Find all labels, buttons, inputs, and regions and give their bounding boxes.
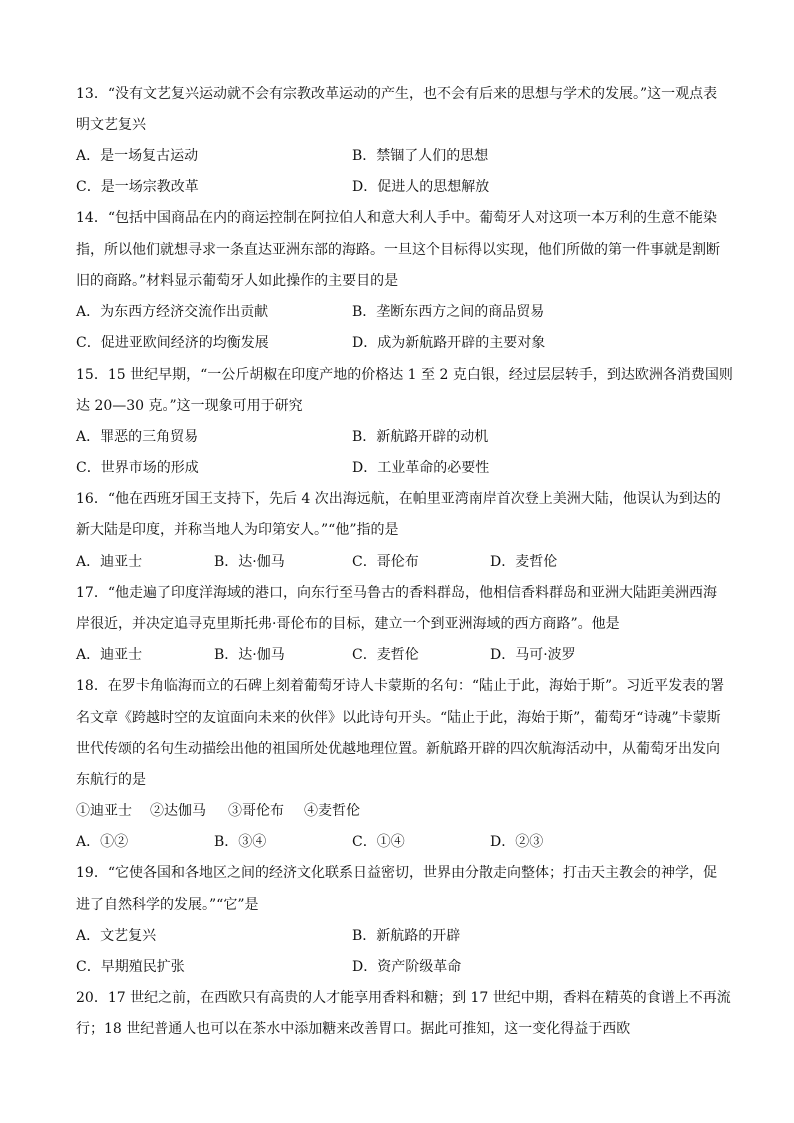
question-13-stem-line-1: 13．“没有文艺复兴运动就不会有宗教改革运动的产生，也不会有后来的思想与学术的发展。”这一观点表 <box>76 86 718 102</box>
question-16-option-c: C．哥伦布 <box>352 554 419 570</box>
question-17-option-a: A．迪亚士 <box>76 647 143 663</box>
question-16-option-a: A．迪亚士 <box>76 554 143 570</box>
question-15-option-d: D．工业革命的必要性 <box>352 460 490 476</box>
question-17-stem-line-1: 17．“他走遍了印度洋海域的港口，向东行至马鲁古的香料群岛，他相信香料群岛和亚洲大陆距美洲西海 <box>76 585 717 601</box>
question-17-option-d: D．马可·波罗 <box>490 647 576 663</box>
question-20-stem-line-1: 20．17 世纪之前，在西欧只有高贵的人才能享用香料和糖；到 17 世纪中期，香料在精英的食谱上不再流 <box>76 990 731 1006</box>
question-15-stem-line-1: 15．15 世纪早期，“一公斤胡椒在印度产地的价格达 1 至 2 克白银，经过层层转手，到达欧洲各消费国则 <box>76 367 733 383</box>
question-18-option-a: A．①② <box>76 834 129 850</box>
question-16-stem-line-2: 新大陆是印度，并称当地人为印第安人。”“他”指的是 <box>76 522 399 538</box>
question-13-option-b: B．禁锢了人们的思想 <box>352 148 489 164</box>
question-15-option-b: B．新航路开辟的动机 <box>352 429 489 445</box>
question-13-option-c: C．是一场宗教改革 <box>76 179 199 195</box>
question-14-option-c: C．促进亚欧间经济的均衡发展 <box>76 335 269 351</box>
question-13-option-a: A．是一场复古运动 <box>76 148 199 164</box>
question-18-stem-line-4: 东航行的是 <box>76 772 146 788</box>
question-18-statement-3: ③哥伦布 <box>228 803 284 819</box>
question-19-option-c: C．早期殖民扩张 <box>76 959 185 975</box>
question-14-stem-line-1: 14．“包括中国商品在内的商运控制在阿拉伯人和意大利人手中。葡萄牙人对这项一本万利的生意不能染 <box>76 210 717 226</box>
question-19-option-a: A．文艺复兴 <box>76 928 157 944</box>
question-13-option-d: D．促进人的思想解放 <box>352 179 490 195</box>
question-18-statement-1: ①迪亚士 <box>76 803 132 819</box>
question-13-stem-line-2: 明文艺复兴 <box>76 117 146 133</box>
question-16-option-b: B．达·伽马 <box>214 554 285 570</box>
question-18-stem-line-3: 世代传颂的名句生动描绘出他的祖国所处优越地理位置。新航路开辟的四次航海活动中，从葡萄牙出发向 <box>76 741 720 757</box>
question-14-stem-line-3: 旧的商路。”材料显示葡萄牙人如此操作的主要目的是 <box>76 273 399 289</box>
question-18-stem-line-1: 18．在罗卡角临海而立的石碑上刻着葡萄牙诗人卡蒙斯的名句：“陆止于此，海始于斯”。习近平发表的署 <box>76 678 725 694</box>
question-19-stem-line-2: 进了自然科学的发展。”“它”是 <box>76 897 259 913</box>
question-15-stem-line-2: 达 20—30 克。”这一现象可用于研究 <box>76 398 303 414</box>
question-15-option-c: C．世界市场的形成 <box>76 460 199 476</box>
question-18-stem-line-2: 名文章《跨越时空的友谊面向未来的伙伴》以此诗句开头。“陆止于此，海始于斯”，葡萄牙“诗魂”卡蒙斯 <box>76 710 721 726</box>
question-18-option-d: D．②③ <box>490 834 544 850</box>
question-14-option-a: A．为东西方经济交流作出贡献 <box>76 304 269 320</box>
question-17-stem-line-2: 岸很近，并决定追寻克里斯托弗·哥伦布的目标，建立一个到亚洲海域的西方商路”。他是 <box>76 616 620 632</box>
question-16-stem-line-1: 16．“他在西班牙国王支持下，先后 4 次出海远航，在帕里亚湾南岸首次登上美洲大陆，他误认为到达的 <box>76 491 721 507</box>
question-14-option-d: D．成为新航路开辟的主要对象 <box>352 335 546 351</box>
question-18-statement-2: ②达伽马 <box>150 803 206 819</box>
question-16-option-d: D．麦哲伦 <box>490 554 558 570</box>
question-19-option-b: B．新航路的开辟 <box>352 928 461 944</box>
question-18-option-b: B．③④ <box>214 834 267 850</box>
question-18-statement-4: ④麦哲伦 <box>304 803 360 819</box>
question-14-stem-line-2: 指，所以他们就想寻求一条直达亚洲东部的海路。一旦这个目标得以实现，他们所做的第一件事就是割断 <box>76 242 720 258</box>
question-19-stem-line-1: 19．“它使各国和各地区之间的经济文化联系日益密切，世界由分散走向整体；打击天主教会的神学，促 <box>76 865 717 881</box>
question-15-option-a: A．罪恶的三角贸易 <box>76 429 199 445</box>
question-14-option-b: B．垄断东西方之间的商品贸易 <box>352 304 545 320</box>
question-18-option-c: C．①④ <box>352 834 405 850</box>
question-17-option-b: B．达·伽马 <box>214 647 285 663</box>
question-19-option-d: D．资产阶级革命 <box>352 959 462 975</box>
question-17-option-c: C．麦哲伦 <box>352 647 419 663</box>
question-20-stem-line-2: 行；18 世纪普通人也可以在茶水中添加糖来改善胃口。据此可推知，这一变化得益于西欧 <box>76 1021 631 1037</box>
